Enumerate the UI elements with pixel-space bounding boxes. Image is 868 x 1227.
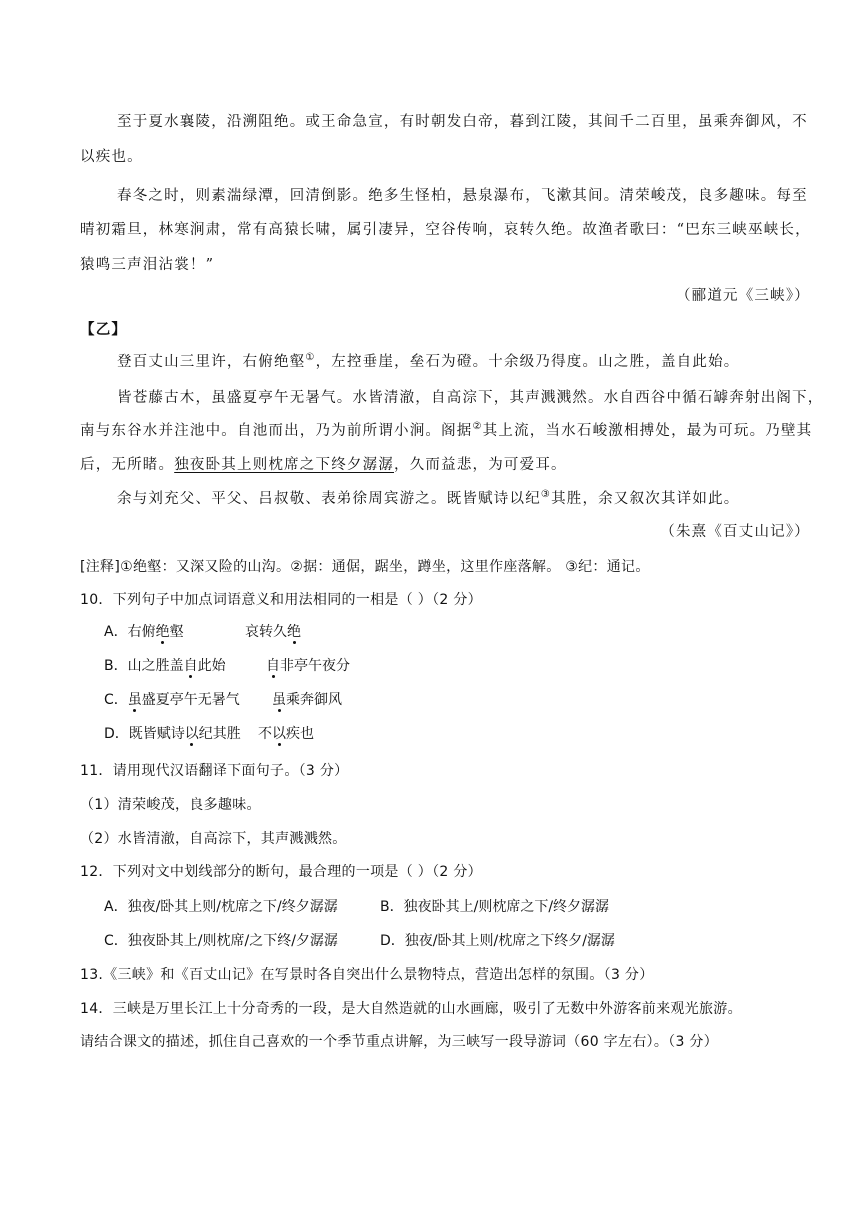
footnote-marker-2: ② bbox=[472, 421, 483, 433]
footnote-marker-3: ③ bbox=[540, 489, 552, 501]
question-12-stem: 12．下列对文中划线部分的断句，最合理的一项是（ ）（2 分） bbox=[80, 864, 482, 880]
yi-p1 bbox=[117, 352, 739, 372]
question-14-line1: 14．三峡是万里长江上十分奇秀的一段，是大自然造就的山水画廊，吸引了无数中外游客前来观光旅游。 bbox=[80, 1001, 742, 1017]
jia-p2-line1: 春冬之时，则素湍绿潭，回清倒影。绝多生怪柏，悬泉瀑布，飞漱其间。清荣峻茂，良多趣味。每至 bbox=[117, 188, 808, 204]
yi-p2-line3 bbox=[80, 455, 567, 475]
option-text: 既皆赋诗 bbox=[128, 726, 185, 742]
q10-option-d[interactable] bbox=[104, 724, 241, 744]
q10-option-c[interactable] bbox=[104, 690, 240, 710]
question-11-stem: 11．请用现代汉语翻译下面句子。（3 分） bbox=[80, 763, 349, 779]
option-text: 壑 bbox=[169, 624, 184, 640]
option-letter: A． bbox=[104, 624, 128, 640]
q12-option-c[interactable]: C．独夜卧其上/则枕席/之下终/夕潺潺 bbox=[104, 933, 338, 949]
underlined-sentence: 独夜卧其上则枕席之下终夕潺潺 bbox=[174, 457, 395, 473]
option-text: 山之胜盖 bbox=[127, 658, 184, 674]
question-11-item-1: （1）清荣峻茂，良多趣味。 bbox=[80, 797, 261, 813]
jia-p2-line2: 晴初霜旦，林寒涧肃，常有高猿长啸，属引凄异，空谷传响，哀转久绝。故渔者歌曰：“巴东三峡巫峡长， bbox=[80, 222, 811, 238]
footnote-marker-1: ① bbox=[305, 352, 316, 364]
yi-p3-text-b: 其胜，余又叙次其详如此。 bbox=[551, 491, 740, 507]
dotted-word: 自 bbox=[266, 658, 280, 674]
q12-option-b[interactable]: B．独夜卧其上/则枕席之下/终夕潺潺 bbox=[380, 899, 610, 915]
option-text: 右俯 bbox=[127, 624, 156, 640]
dotted-word: 以 bbox=[272, 726, 286, 742]
yi-p2-line2 bbox=[80, 421, 812, 441]
option-text: 纪其胜 bbox=[198, 726, 241, 742]
question-14-line2: 请结合课文的描述，抓住自己喜欢的一个季节重点讲解，为三峡写一段导游词（60 字左右）。（3 分） bbox=[80, 1034, 719, 1050]
option-text: 不 bbox=[258, 726, 272, 742]
option-text: 乘奔御风 bbox=[286, 692, 342, 708]
option-text: 哀转久 bbox=[245, 624, 287, 640]
dotted-word: 绝 bbox=[155, 624, 170, 640]
yi-p1-text-a: 登百丈山三里许，右俯绝壑 bbox=[117, 354, 306, 370]
jia-p1-line1: 至于夏水襄陵，沿溯阻绝。或王命急宣，有时朝发白帝，暮到江陵，其间千二百里，虽乘奔御风，不 bbox=[117, 114, 808, 130]
jia-p1-line2: 以疾也。 bbox=[80, 149, 143, 165]
yi-p3-text-a: 余与刘充父、平父、吕叔敬、表弟徐周宾游之。既皆赋诗以纪 bbox=[117, 491, 541, 507]
dotted-word: 虽 bbox=[127, 692, 142, 708]
yi-p2-line3-text-a: 后，无所睹。 bbox=[80, 457, 175, 473]
yi-p2-line1: 皆苍藤古木，虽盛夏亭午无暑气。水皆清澈，自高淙下，其声溅溅然。水自西谷中循石罅奔射出阁下， bbox=[117, 390, 824, 406]
jia-source: （郦道元《三峡》） bbox=[675, 288, 810, 304]
option-letter: D． bbox=[104, 726, 129, 742]
yi-p2-line2-text-a: 南与东谷水并注池中。自池而出，乃为前所谓小涧。阁据 bbox=[80, 423, 473, 439]
annotation-notes: [注释]①绝壑：又深又险的山沟。②据：通倨，踞坐，蹲坐，这里作座落解。 ③纪：通记。 bbox=[80, 559, 650, 575]
q10-option-b-b bbox=[266, 656, 350, 676]
q10-option-a-b bbox=[245, 622, 301, 642]
dotted-word: 虽 bbox=[272, 692, 286, 708]
yi-p3 bbox=[117, 489, 739, 509]
yi-source: （朱熹《百丈山记》） bbox=[660, 524, 810, 540]
question-11-item-2: （2）水皆清澈，自高淙下，其声溅溅然。 bbox=[80, 831, 347, 847]
q10-option-b[interactable] bbox=[104, 656, 226, 676]
jia-p2-line3: 猿鸣三声泪沾裳！” bbox=[80, 257, 215, 273]
yi-p2-line3-text-b: ，久而益悲，为可爱耳。 bbox=[394, 457, 567, 473]
q10-option-a[interactable] bbox=[104, 622, 184, 642]
option-text: 非亭午夜分 bbox=[280, 658, 350, 674]
option-letter: B． bbox=[104, 658, 128, 674]
yi-p2-line2-text-b: 其上流，当水石峻激相搏处，最为可玩。乃壁其 bbox=[482, 423, 813, 439]
yi-heading: 【乙】 bbox=[80, 321, 128, 338]
q10-option-c-b bbox=[272, 690, 342, 710]
question-10-stem: 10．下列句子中加点词语意义和用法相同的一相是（ ）（2 分） bbox=[80, 592, 482, 608]
dotted-word: 自 bbox=[183, 658, 198, 674]
question-13: 13.《三峡》和《百丈山记》在写景时各自突出什么景物特点，营造出怎样的氛围。（3 分） bbox=[80, 967, 654, 983]
option-text: 疾也 bbox=[286, 726, 314, 742]
option-letter: C． bbox=[104, 692, 128, 708]
option-text: 盛夏亭午无暑气 bbox=[141, 692, 240, 708]
dotted-word: 以 bbox=[184, 726, 199, 742]
dotted-word: 绝 bbox=[287, 624, 301, 640]
q10-option-d-b bbox=[258, 724, 314, 744]
yi-p1-text-b: ，左控垂崖，垒石为磴。十余级乃得度。山之胜，盖自此始。 bbox=[315, 354, 740, 370]
q12-option-a[interactable]: A．独夜/卧其上则/枕席之下/终夕潺潺 bbox=[104, 899, 338, 915]
option-text: 此始 bbox=[197, 658, 226, 674]
q12-option-d[interactable]: D．独夜/卧其上则/枕席之下终夕/潺潺 bbox=[380, 933, 615, 949]
